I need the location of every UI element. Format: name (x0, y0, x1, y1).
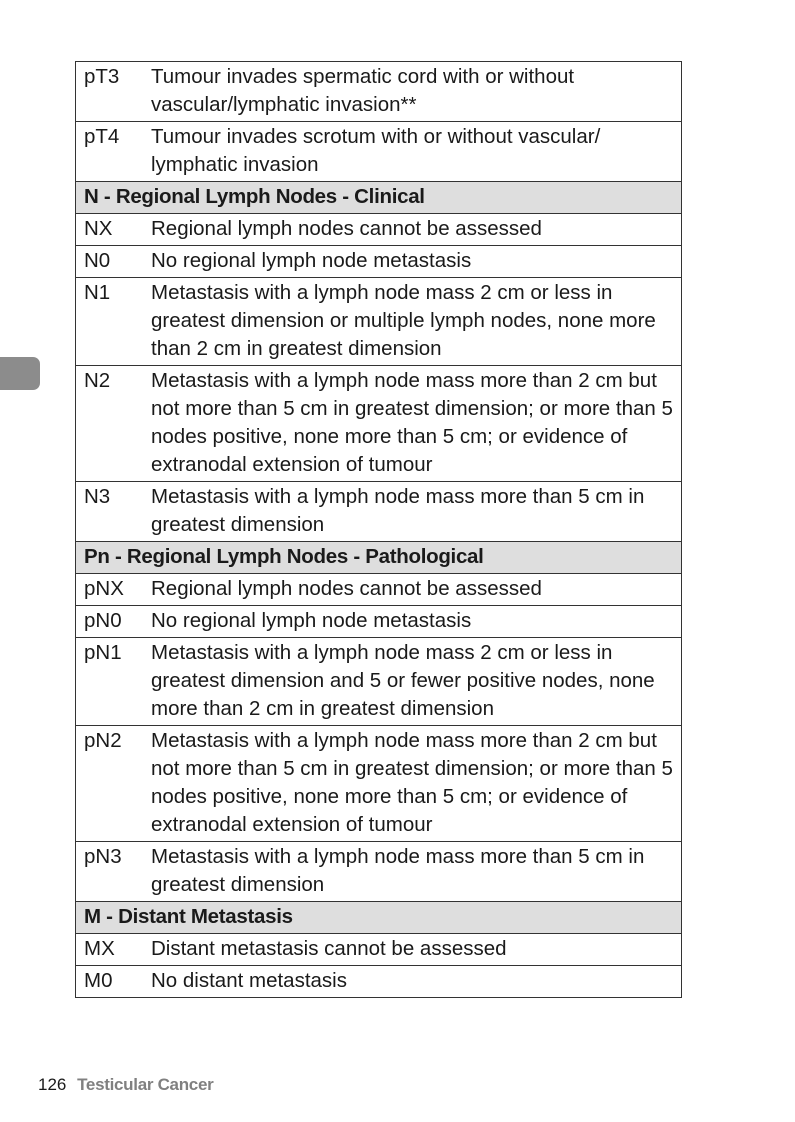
table-row (76, 842, 682, 902)
section-header-row (76, 542, 682, 574)
section-header-row (76, 182, 682, 214)
tnm-classification-table (75, 61, 682, 998)
row-code: NX (76, 214, 152, 246)
page-number: 126 (38, 1075, 67, 1094)
row-code: N1 (76, 278, 152, 366)
row-description: No distant metastasis (151, 966, 682, 998)
row-description: Metastasis with a lymph node mass more than 2 cm but not more than 5 cm in greatest dimension; or more than 5 nodes positive, none more than 5 cm; or evidence of extranodal extension of tumour (151, 366, 682, 482)
row-code: N3 (76, 482, 152, 542)
row-description: Regional lymph nodes cannot be assessed (151, 214, 682, 246)
row-description: Metastasis with a lymph node mass 2 cm or less in greatest dimension and 5 or fewer positive nodes, none more than 2 cm in greatest dimension (151, 638, 682, 726)
table-row (76, 62, 682, 122)
row-description: No regional lymph node metastasis (151, 606, 682, 638)
row-code: pN2 (76, 726, 152, 842)
row-code: pN1 (76, 638, 152, 726)
row-code: MX (76, 934, 152, 966)
table-row (76, 278, 682, 366)
table-row (76, 934, 682, 966)
row-code: pT4 (76, 122, 152, 182)
row-description: Tumour invades spermatic cord with or without vascular/lymphatic invasion** (151, 62, 682, 122)
chapter-side-tab (0, 357, 40, 390)
section-heading: M - Distant Metastasis (76, 902, 682, 934)
row-code: pN0 (76, 606, 152, 638)
table-row (76, 366, 682, 482)
row-description: Metastasis with a lymph node mass more than 5 cm in greatest dimension (151, 482, 682, 542)
table-row (76, 966, 682, 998)
row-code: N2 (76, 366, 152, 482)
row-description: Metastasis with a lymph node mass 2 cm or less in greatest dimension or multiple lymph nodes, none more than 2 cm in greatest dimension (151, 278, 682, 366)
page-footer (38, 1074, 213, 1096)
row-description: Metastasis with a lymph node mass more than 5 cm in greatest dimension (151, 842, 682, 902)
row-code: M0 (76, 966, 152, 998)
table-row (76, 726, 682, 842)
row-code: pN3 (76, 842, 152, 902)
section-header-row (76, 902, 682, 934)
row-code: pT3 (76, 62, 152, 122)
row-code: N0 (76, 246, 152, 278)
row-description: Regional lymph nodes cannot be assessed (151, 574, 682, 606)
table-row (76, 482, 682, 542)
row-description: Tumour invades scrotum with or without vascular/ lymphatic invasion (151, 122, 682, 182)
table-row (76, 214, 682, 246)
table-row (76, 122, 682, 182)
table-row (76, 246, 682, 278)
running-title: Testicular Cancer (77, 1075, 214, 1094)
table-row (76, 606, 682, 638)
section-heading: N - Regional Lymph Nodes - Clinical (76, 182, 682, 214)
section-heading: Pn - Regional Lymph Nodes - Pathological (76, 542, 682, 574)
row-description: Distant metastasis cannot be assessed (151, 934, 682, 966)
row-code: pNX (76, 574, 152, 606)
row-description: Metastasis with a lymph node mass more than 2 cm but not more than 5 cm in greatest dimension; or more than 5 nodes positive, none more than 5 cm; or evidence of extranodal extension of tumour (151, 726, 682, 842)
table-row (76, 574, 682, 606)
table-row (76, 638, 682, 726)
row-description: No regional lymph node metastasis (151, 246, 682, 278)
